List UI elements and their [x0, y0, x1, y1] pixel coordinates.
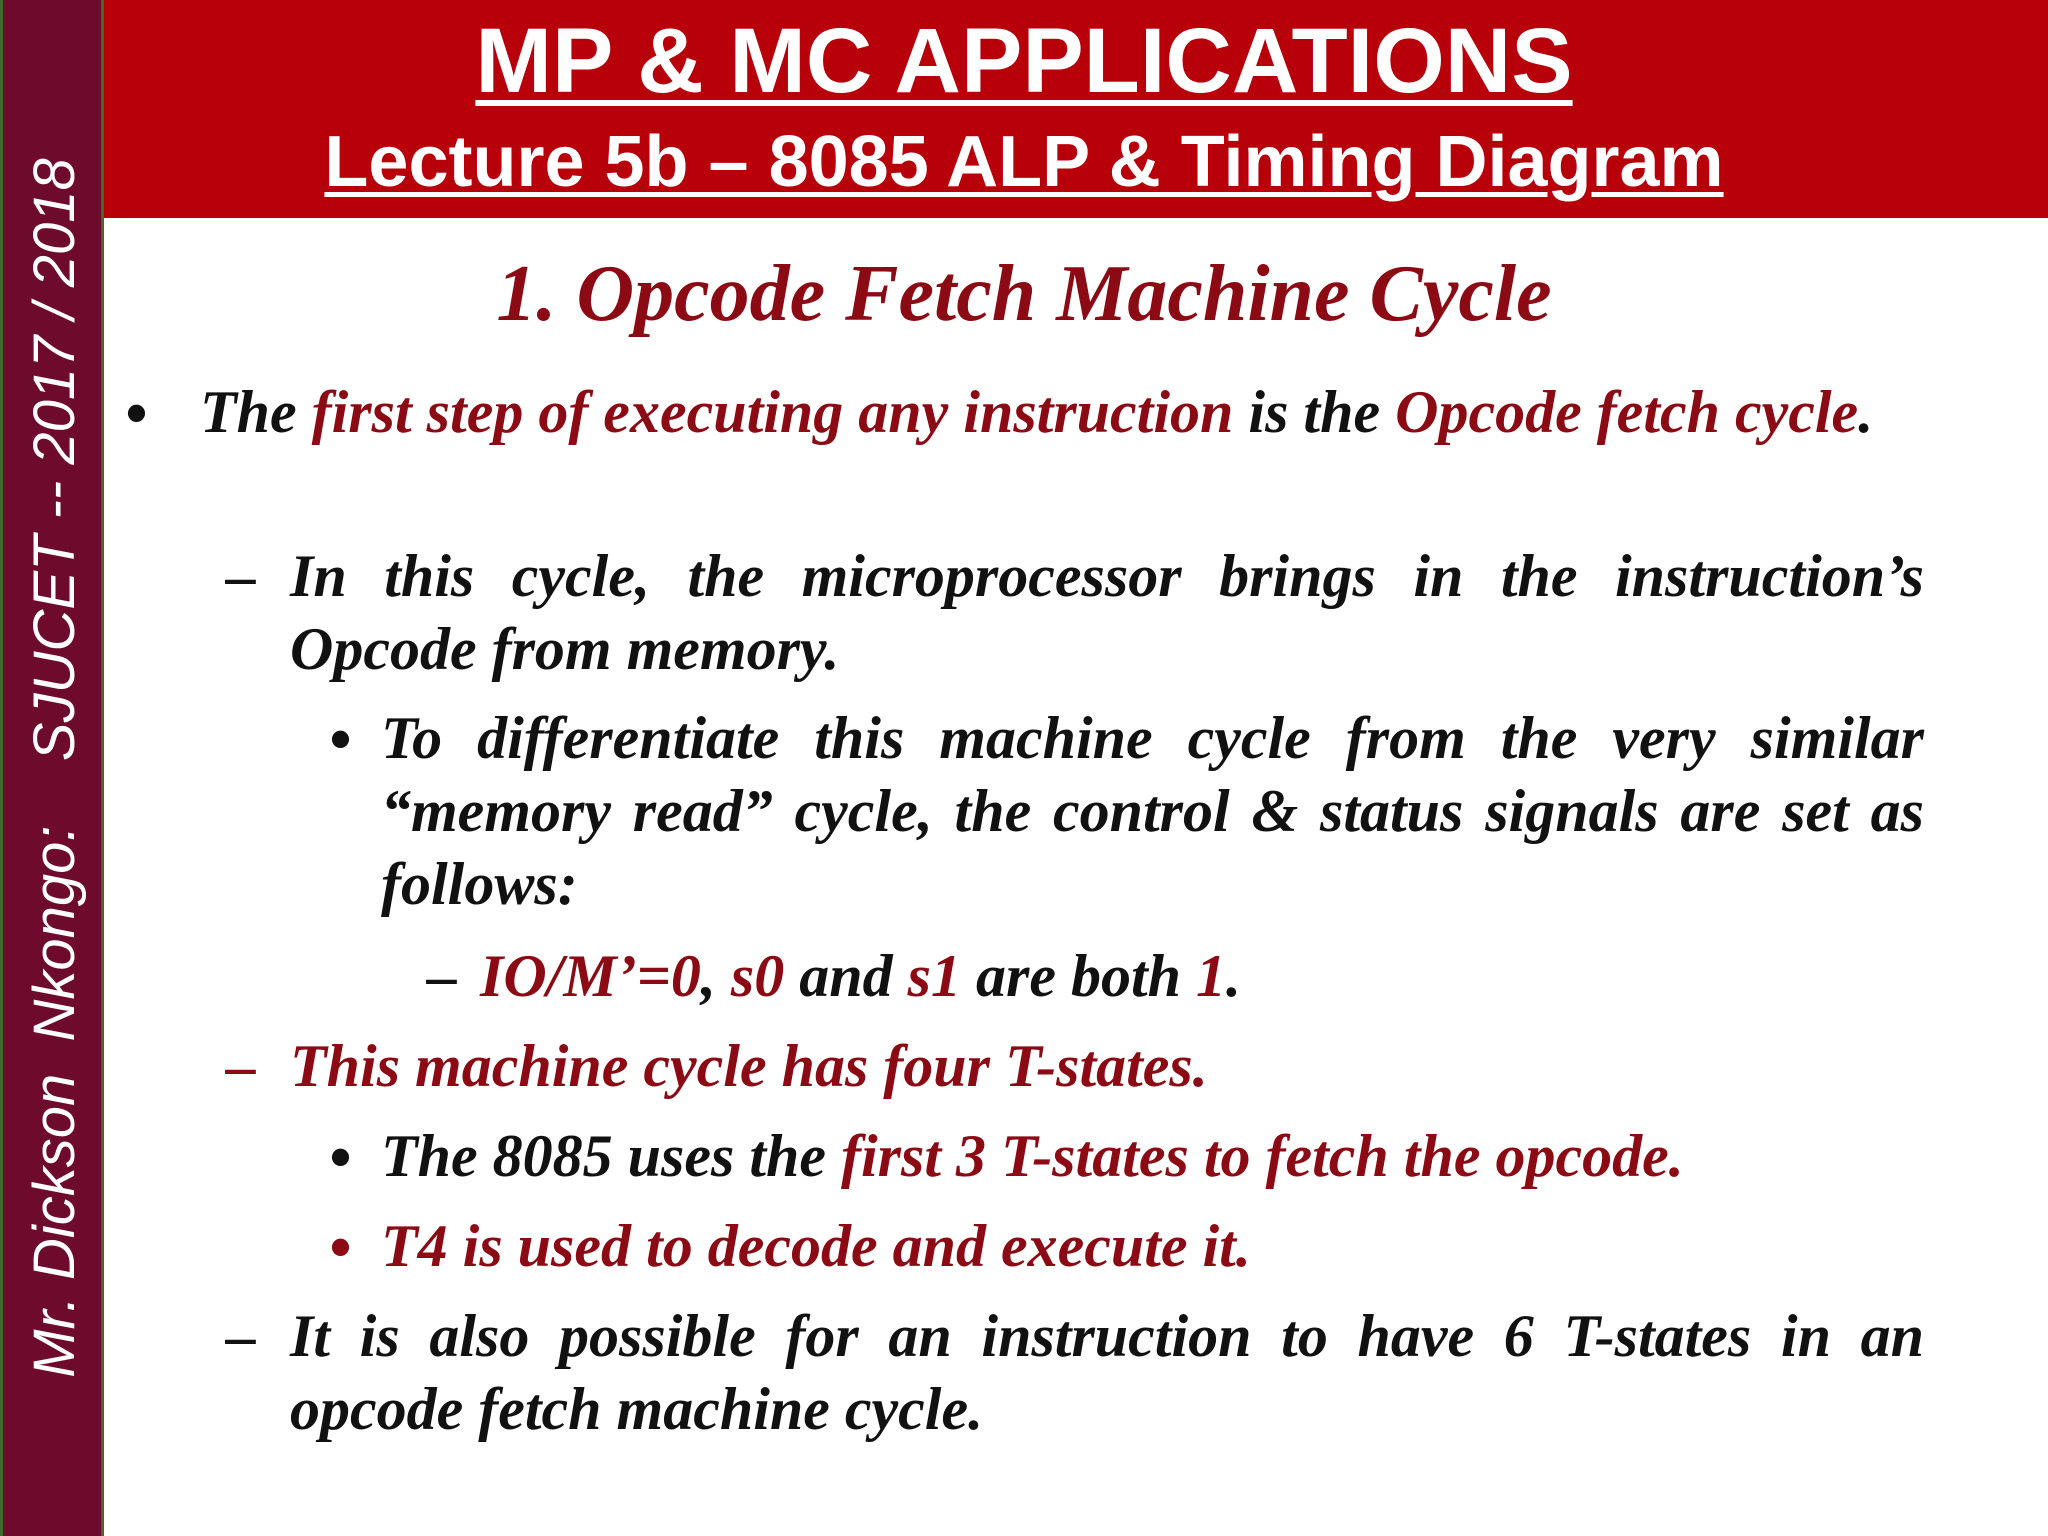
bullet-marker: • — [330, 705, 352, 772]
subbullet-microprocessor — [290, 540, 1924, 686]
highlight-text: 1 — [1196, 943, 1226, 1009]
subbullet-signals — [480, 940, 1924, 1013]
dash-marker: – — [427, 943, 457, 1009]
bullet-text: . — [1226, 943, 1241, 1009]
author-sidebar — [0, 0, 104, 1536]
bullet-text: and — [784, 943, 908, 1009]
highlight-text: first step of executing any instruction — [311, 379, 1234, 445]
course-title: MP & MC APPLICATIONS — [475, 10, 1573, 112]
dash-marker: – — [226, 1303, 256, 1369]
bullet-text: are both — [960, 943, 1196, 1009]
author-credit: Mr. Dickson Nkongo: SJUCET -- 2017 / 2018 — [22, 158, 87, 1378]
highlight-text: s0 — [730, 943, 785, 1009]
highlight-text: Opcode fetch cycle — [1395, 379, 1859, 445]
dash-marker: – — [226, 1033, 256, 1099]
title-banner — [104, 0, 2048, 218]
subbullet-four-t-states — [290, 1030, 1924, 1103]
highlight-text: s1 — [907, 943, 961, 1009]
bullet-marker: • — [330, 1123, 352, 1190]
bullet-text: It is also possible for an instruction to have 6 T-states in an opcode fetch machine cycle. — [290, 1303, 1924, 1442]
bullet-text: To differentiate this machine cycle from the very similar “memory read” cycle, the control & status signals are set as follows: — [381, 705, 1924, 917]
subbullet-differentiate — [381, 702, 1924, 921]
highlight-text: This machine cycle has four T-states. — [290, 1033, 1208, 1099]
highlight-text: T4 is used to decode and execute it. — [381, 1213, 1251, 1279]
bullet-text: In this cycle, the microprocessor brings in the instruction’s Opcode from memory. — [290, 543, 1924, 682]
highlight-text: IO/M’=0 — [480, 943, 701, 1009]
bullet-text: is the — [1233, 379, 1396, 445]
bullet-marker: • — [126, 379, 148, 446]
bullet-opcode-fetch — [200, 376, 1924, 449]
bullet-text: The — [200, 379, 312, 445]
subbullet-t4 — [381, 1210, 1924, 1283]
lecture-title: Lecture 5b – 8085 ALP & Timing Diagram — [324, 122, 1724, 202]
slide-heading: 1. Opcode Fetch Machine Cycle — [496, 250, 1552, 338]
highlight-text: first 3 T-states to fetch the opcode. — [841, 1123, 1684, 1189]
bullet-marker: • — [330, 1213, 352, 1280]
subbullet-six-t-states — [290, 1300, 1924, 1446]
bullet-text: , — [700, 943, 731, 1009]
bullet-text: The 8085 uses the — [381, 1123, 842, 1189]
bullet-text: . — [1858, 379, 1874, 445]
subbullet-fetch-opcode — [381, 1120, 1924, 1193]
dash-marker: – — [226, 543, 256, 609]
